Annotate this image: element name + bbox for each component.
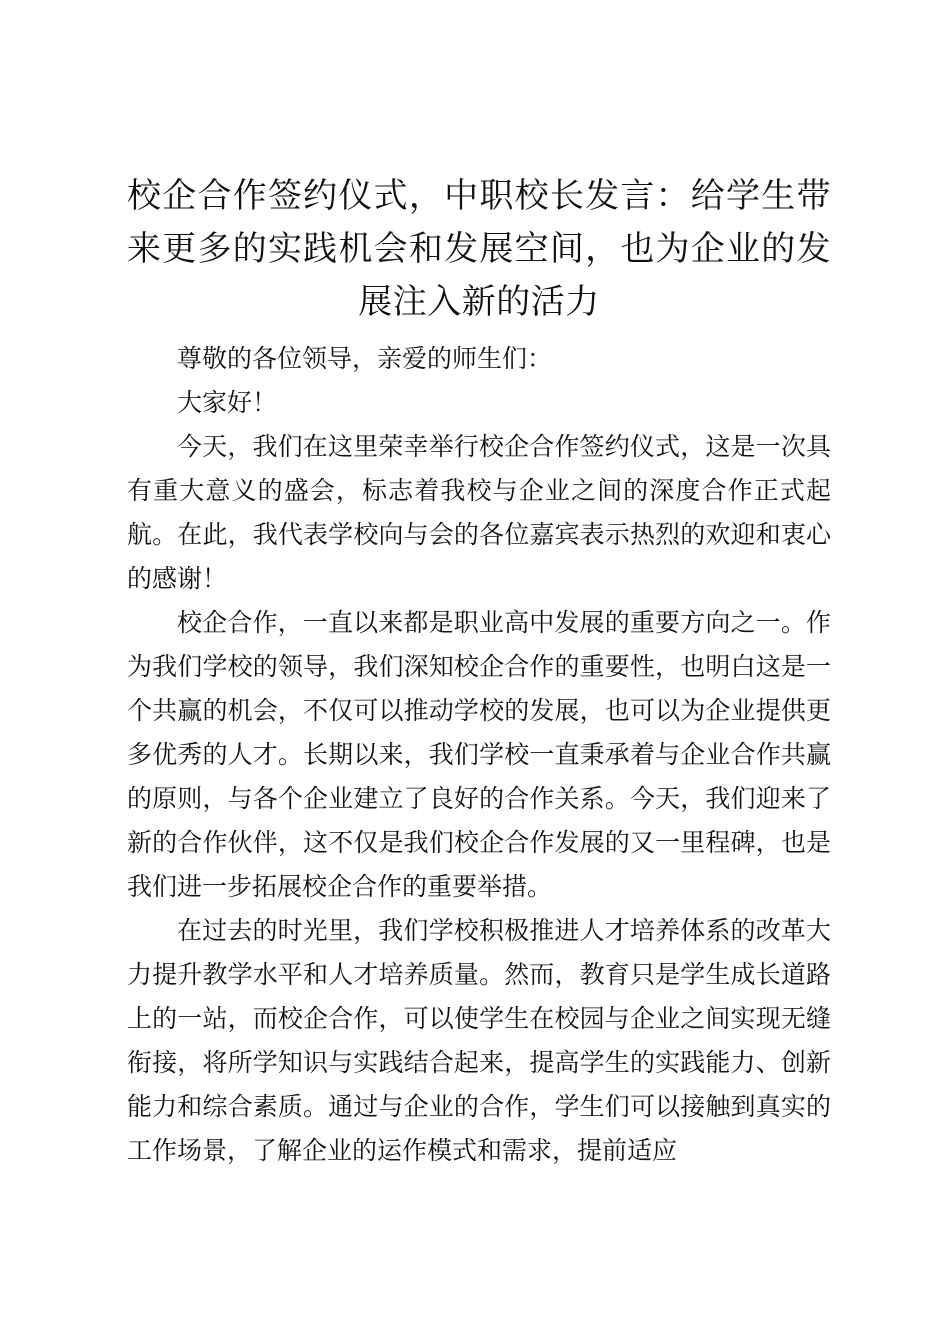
document-title: 校企合作签约仪式，中职校长发言：给学生带来更多的实践机会和发展空间，也为企业的发展注入新的活力 <box>127 176 831 322</box>
greeting: 大家好！ <box>177 388 278 417</box>
paragraph-opening: 今天，我们在这里荣幸举行校企合作签约仪式，这是一次具有重大意义的盛会，标志着我校与企业之间的深度合作正式起航。在此，我代表学校向与会的各位嘉宾表示热烈的欢迎和衷心的感谢！ <box>127 432 831 593</box>
paragraph-practice: 在过去的时光里，我们学校积极推进人才培养体系的改革大力提升教学水平和人才培养质量。然而，教育只是学生成长道路上的一站，而校企合作，可以使学生在校园与企业之间实现无缝衔接，将所学知识与实践结合起来，提高学生的实践能力、创新能力和综合素质。通过与企业的合作，学生们可以接触到真实的工作场景，了解企业的运作模式和需求，提前适应 <box>127 916 831 1165</box>
salutation: 尊敬的各位领导，亲爱的师生们： <box>177 344 553 373</box>
paragraph-cooperation: 校企合作，一直以来都是职业高中发展的重要方向之一。作为我们学校的领导，我们深知校企合作的重要性，也明白这是一个共赢的机会，不仅可以推动学校的发展，也可以为企业提供更多优秀的人才。长期以来，我们学校一直秉承着与企业合作共赢的原则，与各个企业建立了良好的合作关系。今天，我们迎来了新的合作伙伴，这不仅是我们校企合作发展的又一里程碑，也是我们进一步拓展校企合作的重要举措。 <box>127 608 831 901</box>
document-body <box>127 170 831 1173</box>
